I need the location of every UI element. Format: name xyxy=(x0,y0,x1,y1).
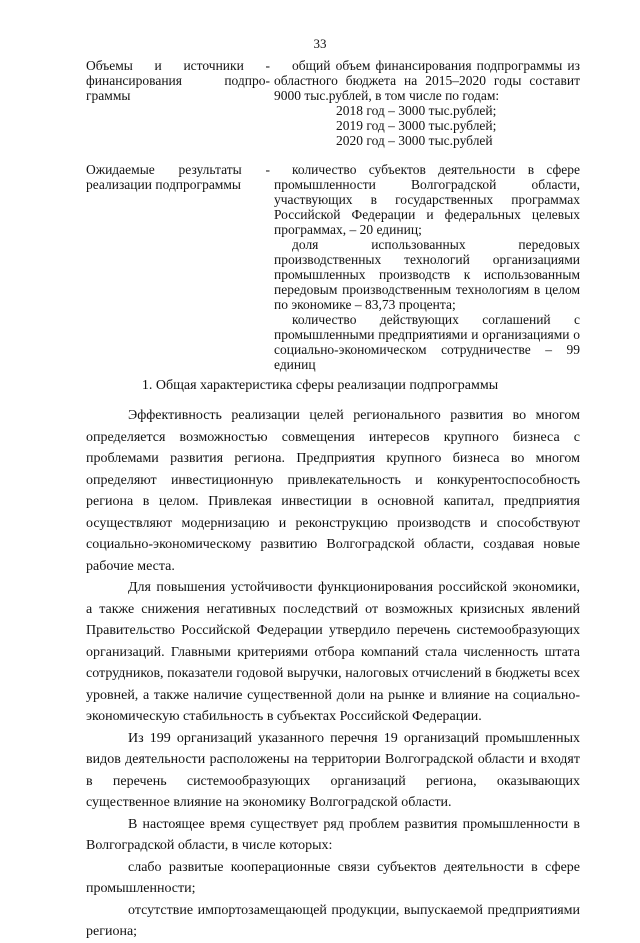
section-title: 1. Общая характеристика сферы реализации подпрограммы xyxy=(141,378,499,393)
passport-value xyxy=(274,58,580,148)
paragraph: отсутствие импортозамещающей продукции, выпускаемой предприятиями региона; xyxy=(86,902,580,939)
year-line: 2020 год – 3000 тыс.рублей xyxy=(336,133,493,148)
paragraph: Для повышения устойчивости функционирования российской экономики, а также снижения негативных последствий от возможных кризисных явлений Правительство Российской Федерации утвердило перечень системообразующих организаций. Главными критериями отбора компаний стала численность штата сотрудников, показатели годовой выручки, налоговых отчислений в бюджеты всех уровней, а также наличие существенной доли на рынке и влияние на социально-экономическую стабильность в субъектах Российской Федерации. xyxy=(86,580,580,724)
year-line: 2018 год – 3000 тыс.рублей; xyxy=(336,103,497,118)
funding-text: общий объем финансирования подпрограммы из областного бюджета на 2015–2020 годы составит 9000 тыс.рублей, в том числе по годам: xyxy=(274,58,580,103)
passport-label xyxy=(86,58,274,148)
paragraph: Эффективность реализации целей регионального развития во многом определяется возможностью совмещения интересов крупного бизнеса с проблемами развития региона. Предприятия крупного бизнеса во многом определяют инвестиционную привлекательность и конкурентоспособность региона в целом. Привлекая инвестиции в основной капитал, предприятия осуществляют модернизацию и реконструкцию производств и способствуют социально-экономическому развитию Волгоградской области, создавая новые рабочие места. xyxy=(86,408,580,574)
passport-row-results xyxy=(86,162,580,372)
label-line: реализации подпрограммы xyxy=(86,177,241,192)
result-item: количество субъектов деятельности в сфере промышленности Волгоградской области, участвующих в государственных программах Российской Федерации и федеральных целевых программах, – 20 единиц; xyxy=(274,162,580,237)
passport-label xyxy=(86,162,274,372)
passport-value xyxy=(274,162,580,372)
result-item: количество действующих соглашений с промышленными предприятиями и организациями о социально-экономическом сотрудничестве – 99 единиц xyxy=(274,312,580,372)
body-text xyxy=(86,405,580,943)
label-line: граммы xyxy=(86,88,131,103)
label-line: финансирования подпро- xyxy=(86,73,270,88)
result-item: доля использованных передовых производственных технологий организациями промышленных производств к использованным передовым производственным технологиям в целом по экономике – 83,73 процента; xyxy=(274,237,580,312)
paragraph: Из 199 организаций указанного перечня 19 организаций промышленных видов деятельности расположены на территории Волгоградской области и входят в перечень системообразующих организаций региона, оказывающих существенное влияние на экономику Волгоградской области. xyxy=(86,730,580,810)
passport-table xyxy=(86,58,580,372)
year-line: 2019 год – 3000 тыс.рублей; xyxy=(336,118,497,133)
page-number: 33 xyxy=(313,36,327,51)
label-line: Объемы и источники - xyxy=(86,58,270,73)
passport-row-funding xyxy=(86,58,580,148)
paragraph: слабо развитые кооперационные связи субъектов деятельности в сфере промышленности; xyxy=(86,859,580,896)
paragraph: В настоящее время существует ряд проблем развития промышленности в Волгоградской области, в числе которых: xyxy=(86,816,580,853)
label-line: Ожидаемые результаты - xyxy=(86,162,270,177)
